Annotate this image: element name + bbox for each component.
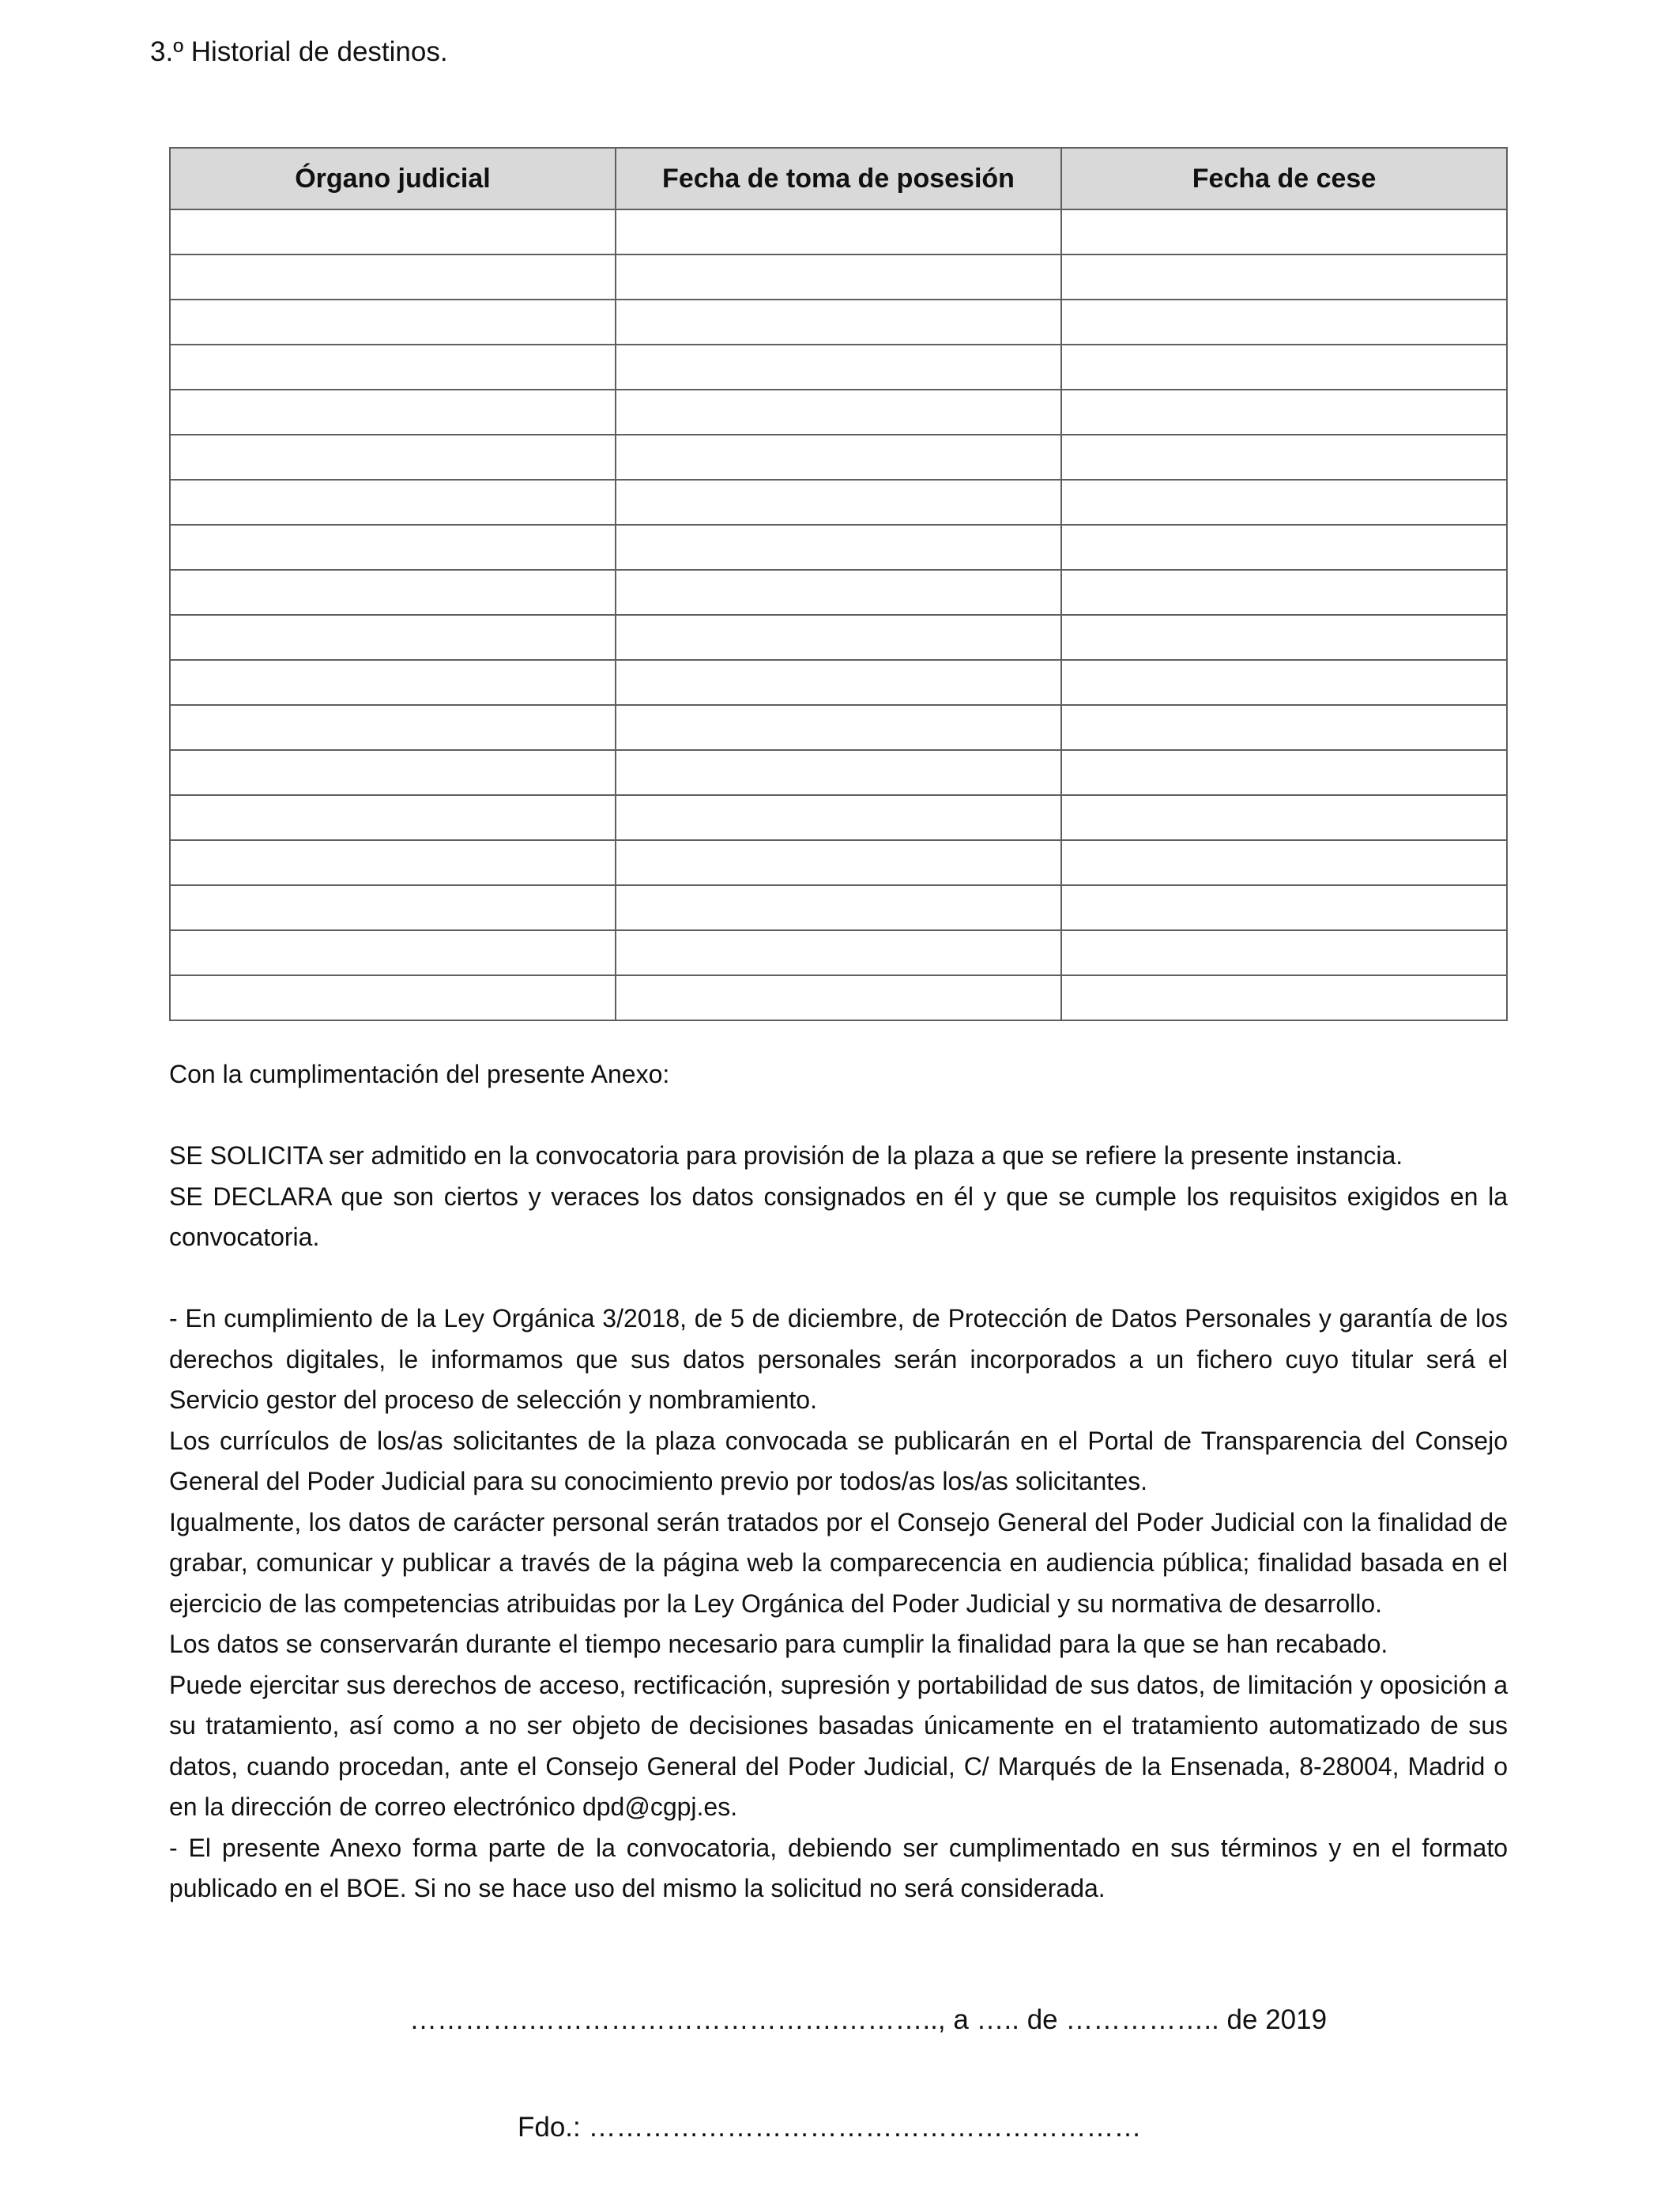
table-row bbox=[170, 254, 1507, 300]
paragraph-curriculos: Los currículos de los/as solicitantes de la plaza convocada se publicarán en el Portal de Transparencia del Consejo General del Poder Judicial para su conocimiento previo por todos/as los/as solicitantes. bbox=[169, 1426, 1508, 1495]
cell-fecha-toma-posesion[interactable] bbox=[616, 345, 1061, 390]
paragraph-solicita: SE SOLICITA ser admitido en la convocatoria para provisión de la plaza a que se refiere la presente instancia. bbox=[169, 1141, 1403, 1170]
section-title: 3.º Historial de destinos. bbox=[150, 36, 448, 67]
cell-organo-judicial[interactable] bbox=[170, 435, 616, 480]
paragraph-gap bbox=[169, 1095, 1508, 1137]
cell-fecha-cese[interactable] bbox=[1061, 885, 1507, 930]
cell-fecha-cese[interactable] bbox=[1061, 615, 1507, 660]
cell-fecha-toma-posesion[interactable] bbox=[616, 435, 1061, 480]
table-row bbox=[170, 840, 1507, 885]
cell-fecha-cese[interactable] bbox=[1061, 750, 1507, 795]
paragraph-proteccion-datos: - En cumplimiento de la Ley Orgánica 3/2018, de 5 de diciembre, de Protección de Datos Personales y garantía de los derechos digitales, le informamos que sus datos personales serán incorporados a un fichero cuyo titular será el Servicio gestor del proceso de selección y nombramiento. bbox=[169, 1304, 1508, 1414]
paragraph-tratamiento: Igualmente, los datos de carácter personal serán tratados por el Consejo General del Poder Judicial con la finalidad de grabar, comunicar y publicar a través de la página web la comparecencia en audiencia pública; finalidad basada en el ejercicio de las competencias atribuidas por la Ley Orgánica del Poder Judicial y su normativa de desarrollo. bbox=[169, 1507, 1508, 1618]
header-organo-judicial: Órgano judicial bbox=[170, 148, 616, 209]
table-row bbox=[170, 525, 1507, 570]
body-text bbox=[169, 1054, 1508, 1909]
header-fecha-cese: Fecha de cese bbox=[1061, 148, 1507, 209]
table-row bbox=[170, 300, 1507, 345]
paragraph-anexo-boe: - El presente Anexo forma parte de la convocatoria, debiendo ser cumplimentado en sus términos y en el formato publicado en el BOE. Si no se hace uso del mismo la solicitud no será considerada. bbox=[169, 1833, 1508, 1902]
cell-fecha-toma-posesion[interactable] bbox=[616, 840, 1061, 885]
cell-fecha-toma-posesion[interactable] bbox=[616, 254, 1061, 300]
cell-fecha-toma-posesion[interactable] bbox=[616, 480, 1061, 525]
signature-line: Fdo.: …………………………………………………… bbox=[518, 2112, 1142, 2143]
table-row bbox=[170, 750, 1507, 795]
cell-fecha-toma-posesion[interactable] bbox=[616, 525, 1061, 570]
cell-organo-judicial[interactable] bbox=[170, 795, 616, 840]
paragraph-gap bbox=[169, 1258, 1508, 1299]
cell-organo-judicial[interactable] bbox=[170, 525, 616, 570]
cell-organo-judicial[interactable] bbox=[170, 615, 616, 660]
cell-organo-judicial[interactable] bbox=[170, 390, 616, 435]
cell-fecha-cese[interactable] bbox=[1061, 345, 1507, 390]
table-header-row bbox=[170, 148, 1507, 209]
table-row bbox=[170, 480, 1507, 525]
cell-fecha-toma-posesion[interactable] bbox=[616, 570, 1061, 615]
table-row bbox=[170, 615, 1507, 660]
cell-fecha-cese[interactable] bbox=[1061, 975, 1507, 1020]
cell-organo-judicial[interactable] bbox=[170, 840, 616, 885]
cell-fecha-cese[interactable] bbox=[1061, 570, 1507, 615]
cell-organo-judicial[interactable] bbox=[170, 345, 616, 390]
cell-fecha-toma-posesion[interactable] bbox=[616, 705, 1061, 750]
paragraph-declara: SE DECLARA que son ciertos y veraces los datos consignados en él y que se cumple los requisitos exigidos en la convocatoria. bbox=[169, 1182, 1508, 1251]
paragraph-conservacion: Los datos se conservarán durante el tiempo necesario para cumplir la finalidad para la que se han recabado. bbox=[169, 1630, 1388, 1658]
cell-fecha-cese[interactable] bbox=[1061, 525, 1507, 570]
cell-fecha-toma-posesion[interactable] bbox=[616, 975, 1061, 1020]
cell-fecha-toma-posesion[interactable] bbox=[616, 750, 1061, 795]
table-row bbox=[170, 930, 1507, 975]
cell-fecha-cese[interactable] bbox=[1061, 840, 1507, 885]
cell-fecha-toma-posesion[interactable] bbox=[616, 660, 1061, 705]
cell-fecha-cese[interactable] bbox=[1061, 254, 1507, 300]
cell-organo-judicial[interactable] bbox=[170, 930, 616, 975]
cell-fecha-cese[interactable] bbox=[1061, 930, 1507, 975]
paragraph-derechos: Puede ejercitar sus derechos de acceso, rectificación, supresión y portabilidad de sus datos, de limitación y oposición a su tratamiento, así como a no ser objeto de decisiones basadas únicamente en el tratamiento automatizado de sus datos, cuando procedan, ante el Consejo General del Poder Judicial, C/ Marqués de la Ensenada, 8-28004, Madrid o en la dirección de correo electrónico dpd@cgpj.es. bbox=[169, 1670, 1508, 1821]
cell-fecha-cese[interactable] bbox=[1061, 480, 1507, 525]
cell-fecha-toma-posesion[interactable] bbox=[616, 930, 1061, 975]
cell-fecha-toma-posesion[interactable] bbox=[616, 795, 1061, 840]
header-fecha-toma-posesion: Fecha de toma de posesión bbox=[616, 148, 1061, 209]
table-row bbox=[170, 795, 1507, 840]
cell-organo-judicial[interactable] bbox=[170, 975, 616, 1020]
cell-organo-judicial[interactable] bbox=[170, 660, 616, 705]
cell-organo-judicial[interactable] bbox=[170, 570, 616, 615]
table-row bbox=[170, 660, 1507, 705]
table-row bbox=[170, 885, 1507, 930]
table-row bbox=[170, 975, 1507, 1020]
cell-fecha-toma-posesion[interactable] bbox=[616, 885, 1061, 930]
cell-fecha-cese[interactable] bbox=[1061, 390, 1507, 435]
cell-fecha-cese[interactable] bbox=[1061, 435, 1507, 480]
destinations-history-table bbox=[169, 147, 1508, 1021]
table-body bbox=[170, 209, 1507, 1020]
cell-organo-judicial[interactable] bbox=[170, 209, 616, 254]
table-row bbox=[170, 390, 1507, 435]
cell-organo-judicial[interactable] bbox=[170, 705, 616, 750]
cell-fecha-toma-posesion[interactable] bbox=[616, 615, 1061, 660]
cell-fecha-cese[interactable] bbox=[1061, 705, 1507, 750]
table-row bbox=[170, 570, 1507, 615]
cell-organo-judicial[interactable] bbox=[170, 300, 616, 345]
cell-organo-judicial[interactable] bbox=[170, 480, 616, 525]
cell-fecha-toma-posesion[interactable] bbox=[616, 300, 1061, 345]
place-date-line: ………….…………………………….……….., a ….. de …………….. de 2019 bbox=[409, 2004, 1328, 2035]
cell-organo-judicial[interactable] bbox=[170, 254, 616, 300]
cell-fecha-cese[interactable] bbox=[1061, 660, 1507, 705]
cell-fecha-cese[interactable] bbox=[1061, 795, 1507, 840]
table-row bbox=[170, 209, 1507, 254]
cell-organo-judicial[interactable] bbox=[170, 750, 616, 795]
table-row bbox=[170, 345, 1507, 390]
cell-fecha-cese[interactable] bbox=[1061, 209, 1507, 254]
cell-organo-judicial[interactable] bbox=[170, 885, 616, 930]
table-row bbox=[170, 705, 1507, 750]
cell-fecha-cese[interactable] bbox=[1061, 300, 1507, 345]
table-row bbox=[170, 435, 1507, 480]
cell-fecha-toma-posesion[interactable] bbox=[616, 209, 1061, 254]
cell-fecha-toma-posesion[interactable] bbox=[616, 390, 1061, 435]
intro-paragraph: Con la cumplimentación del presente Anexo: bbox=[169, 1060, 670, 1088]
